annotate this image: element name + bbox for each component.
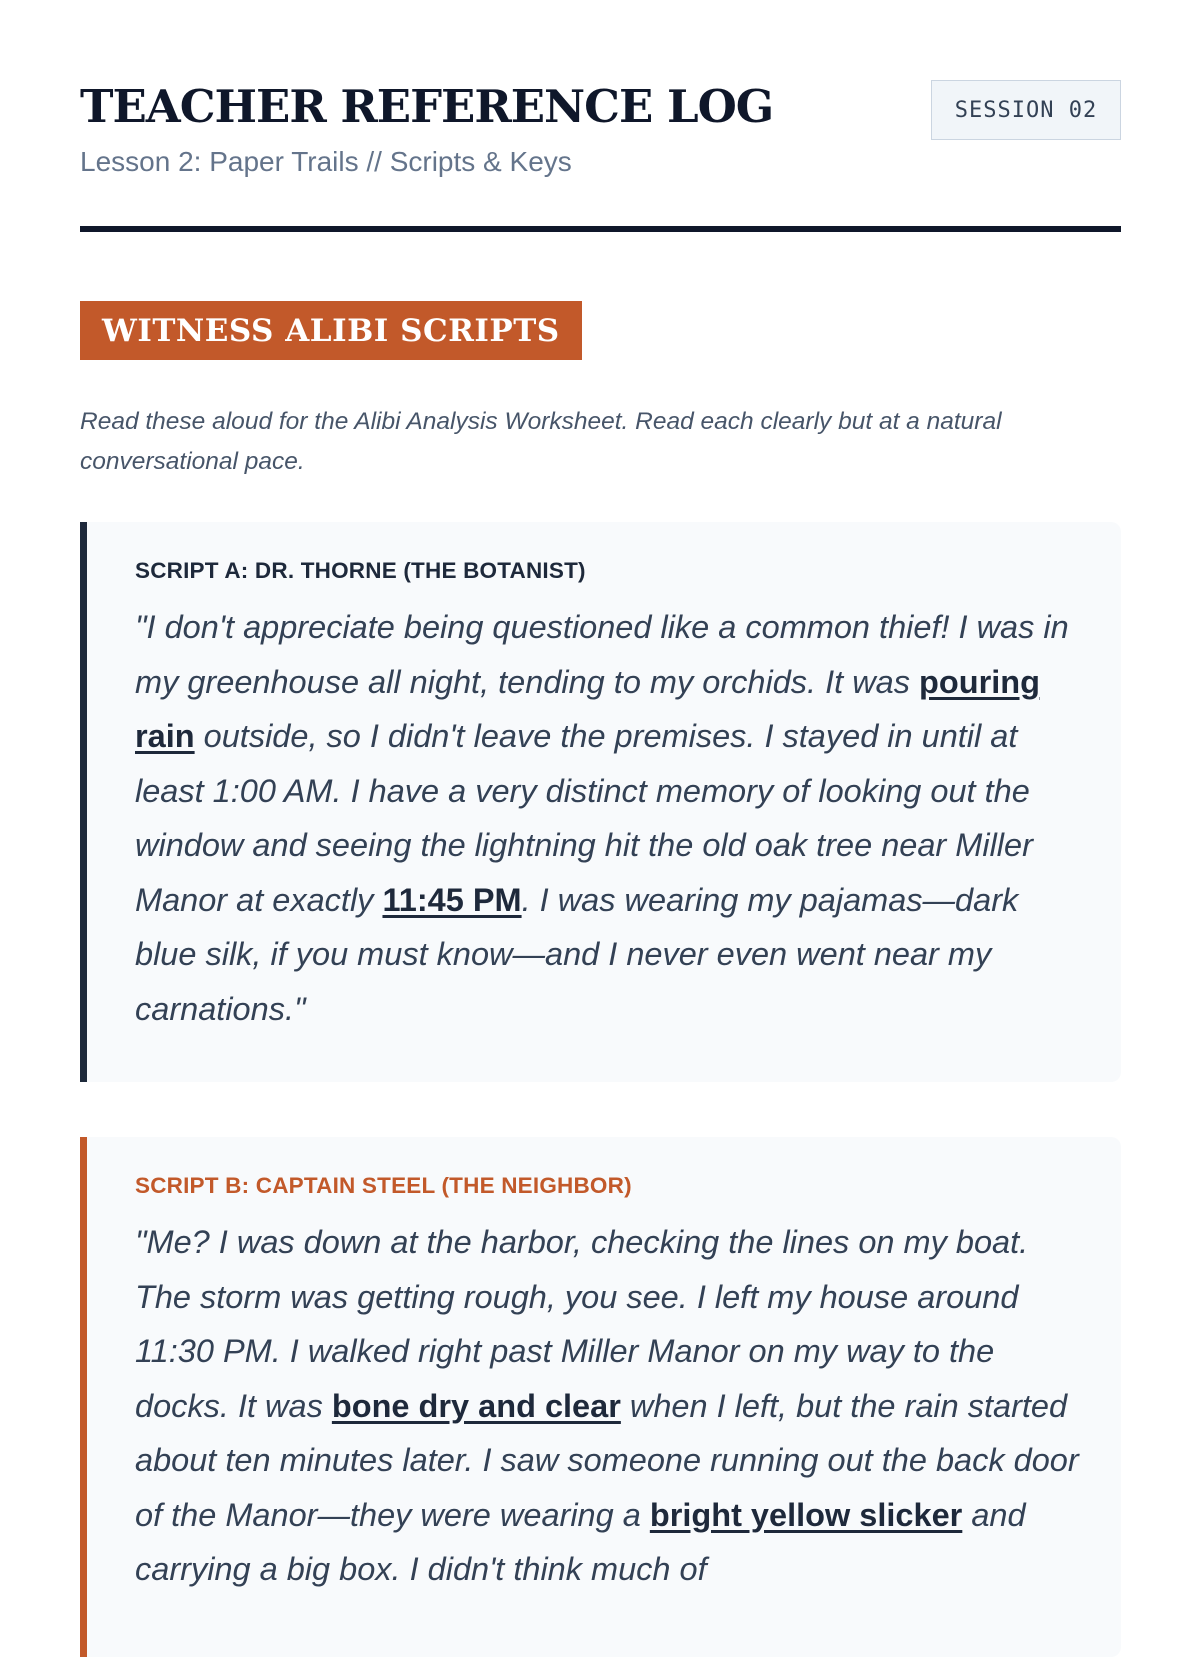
- key-detail-highlight: bone dry and clear: [331, 1387, 621, 1424]
- section-instructions: Read these aloud for the Alibi Analysis Worksheet. Read each clearly but at a natural conversational pace.: [80, 408, 1002, 475]
- key-detail-highlight: pouring rain: [135, 663, 1040, 754]
- script-text-segment: . I was wearing my pajamas—dark blue silk, if you must know—and I never even went near my carnations.": [135, 881, 1019, 1027]
- key-detail-highlight: bright yellow slicker: [649, 1496, 963, 1533]
- script-card-b: [80, 1137, 1121, 1657]
- script-text-segment: and carrying a big box. I didn't think much of: [135, 1496, 1026, 1587]
- header-divider: [80, 226, 1121, 232]
- script-text-segment: outside, so I didn't leave the premises. I stayed in until at least 1:00 AM. I have a very distinct memory of looking out the window and seeing the lightning hit the old oak tree near Miller Manor at exactly: [135, 718, 1033, 918]
- script-b-text: [135, 1215, 1085, 1597]
- section-title: WITNESS ALIBI SCRIPTS: [80, 301, 582, 360]
- session-badge: SESSION 02: [931, 80, 1121, 140]
- page-header: [80, 0, 1121, 232]
- key-detail-highlight: 11:45 PM: [382, 881, 522, 918]
- reference-log-page: [80, 0, 1121, 1587]
- script-card-a: [80, 522, 1121, 1082]
- script-b-heading: SCRIPT B: CAPTAIN STEEL (THE NEIGHBOR): [135, 1173, 632, 1198]
- script-a-text: [135, 600, 1085, 1036]
- script-text-segment: "Me? I was down at the harbor, checking the lines on my boat. The storm was getting rough, you see. I left my house around 11:30 PM. I walked right past Miller Manor on my way to the docks. It was: [135, 1224, 1029, 1424]
- script-text-segment: when I left, but the rain started about ten minutes later. I saw someone running out the back door of the Manor—they were wearing a: [135, 1387, 1079, 1533]
- page-subtitle: Lesson 2: Paper Trails // Scripts & Keys: [80, 146, 572, 177]
- script-a-heading: SCRIPT A: DR. THORNE (THE BOTANIST): [135, 558, 586, 583]
- page-title: TEACHER REFERENCE LOG: [80, 80, 774, 133]
- script-text-segment: "I don't appreciate being questioned like a common thief! I was in my greenhouse all night, tending to my orchids. It was: [135, 609, 1069, 700]
